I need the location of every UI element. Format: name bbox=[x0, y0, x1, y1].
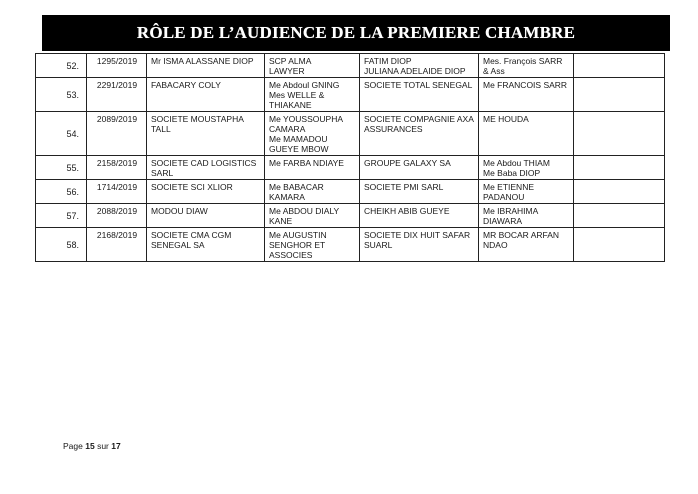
cell-opposing-counsel bbox=[479, 156, 574, 180]
cell-opposing-counsel bbox=[479, 180, 574, 204]
cell-text-line: KAMARA bbox=[269, 192, 305, 202]
table-body bbox=[36, 54, 665, 262]
cell-text-line: Me Baba DIOP bbox=[483, 168, 541, 178]
cell-party bbox=[147, 156, 265, 180]
cell-text-line: Mes. François SARR bbox=[483, 56, 563, 66]
cell-number: 54. bbox=[36, 112, 87, 156]
hearing-roll-table bbox=[35, 53, 665, 262]
cell-case-number: 1295/2019 bbox=[87, 54, 147, 78]
cell-counsel bbox=[265, 204, 360, 228]
cell-text-line: GUEYE MBOW bbox=[269, 144, 329, 154]
cell-text-line: SOCIETE COMPAGNIE AXA bbox=[364, 114, 474, 124]
cell-number: 52. bbox=[36, 54, 87, 78]
cell-text-line: Me FRANCOIS SARR bbox=[483, 80, 568, 90]
cell-extra bbox=[574, 112, 665, 156]
cell-text-line: SOCIETE MOUSTAPHA bbox=[151, 114, 244, 124]
cell-number: 53. bbox=[36, 78, 87, 112]
cell-text-line: SENGHOR ET bbox=[269, 240, 326, 250]
footer-prefix: Page bbox=[63, 441, 83, 451]
cell-extra bbox=[574, 156, 665, 180]
cell-text-line: LAWYER bbox=[269, 66, 305, 76]
cell-number: 58. bbox=[36, 228, 87, 262]
table-row bbox=[36, 78, 665, 112]
cell-number: 55. bbox=[36, 156, 87, 180]
cell-text-line: & Ass bbox=[483, 66, 505, 76]
cell-text-line: ASSURANCES bbox=[364, 124, 423, 134]
cell-opposing-party bbox=[360, 78, 479, 112]
cell-opposing-party bbox=[360, 112, 479, 156]
cell-counsel bbox=[265, 112, 360, 156]
cell-text-line: Me FARBA NDIAYE bbox=[269, 158, 344, 168]
cell-text-line: NDAO bbox=[483, 240, 508, 250]
cell-opposing-party bbox=[360, 228, 479, 262]
cell-text-line: GROUPE GALAXY SA bbox=[364, 158, 451, 168]
cell-extra bbox=[574, 204, 665, 228]
cell-counsel bbox=[265, 180, 360, 204]
cell-text-line: ME HOUDA bbox=[483, 114, 529, 124]
cell-text-line: Mr ISMA ALASSANE DIOP bbox=[151, 56, 254, 66]
cell-opposing-party bbox=[360, 54, 479, 78]
table-row bbox=[36, 156, 665, 180]
cell-text-line: MR BOCAR ARFAN bbox=[483, 230, 560, 240]
cell-text-line: SCP ALMA bbox=[269, 56, 312, 66]
cell-number: 57. bbox=[36, 204, 87, 228]
cell-extra bbox=[574, 78, 665, 112]
cell-text-line: SOCIETE PMI SARL bbox=[364, 182, 444, 192]
cell-opposing-counsel bbox=[479, 204, 574, 228]
cell-counsel bbox=[265, 228, 360, 262]
cell-opposing-counsel bbox=[479, 78, 574, 112]
cell-text-line: SOCIETE CAD LOGISTICS bbox=[151, 158, 257, 168]
cell-case-number: 1714/2019 bbox=[87, 180, 147, 204]
cell-extra bbox=[574, 180, 665, 204]
cell-text-line: PADANOU bbox=[483, 192, 525, 202]
cell-case-number: 2088/2019 bbox=[87, 204, 147, 228]
cell-counsel bbox=[265, 156, 360, 180]
cell-text-line: Me Abdoul GNING bbox=[269, 80, 340, 90]
cell-text-line: THIAKANE bbox=[269, 100, 312, 110]
title-banner bbox=[42, 15, 670, 51]
cell-text-line: Me IBRAHIMA bbox=[483, 206, 539, 216]
cell-text-line: Me BABACAR bbox=[269, 182, 324, 192]
cell-party bbox=[147, 228, 265, 262]
cell-case-number: 2158/2019 bbox=[87, 156, 147, 180]
cell-opposing-counsel bbox=[479, 228, 574, 262]
cell-case-number: 2291/2019 bbox=[87, 78, 147, 112]
cell-text-line: ASSOCIES bbox=[269, 250, 313, 260]
cell-opposing-party bbox=[360, 204, 479, 228]
cell-text-line: DIAWARA bbox=[483, 216, 523, 226]
cell-text-line: Me MAMADOU bbox=[269, 134, 328, 144]
page-footer bbox=[63, 441, 121, 451]
table-row bbox=[36, 228, 665, 262]
cell-text-line: CAMARA bbox=[269, 124, 306, 134]
cell-text-line: SOCIETE DIX HUIT SAFAR bbox=[364, 230, 471, 240]
cell-text-line: TALL bbox=[151, 124, 171, 134]
footer-current-page: 15 bbox=[85, 441, 95, 451]
footer-separator: sur bbox=[97, 441, 109, 451]
cell-text-line: Mes WELLE & bbox=[269, 90, 325, 100]
cell-text-line: CHEIKH ABIB GUEYE bbox=[364, 206, 450, 216]
table-row bbox=[36, 54, 665, 78]
table-row bbox=[36, 204, 665, 228]
cell-party bbox=[147, 204, 265, 228]
cell-counsel bbox=[265, 54, 360, 78]
cell-counsel bbox=[265, 78, 360, 112]
cell-opposing-counsel bbox=[479, 54, 574, 78]
cell-text-line: Me YOUSSOUPHA bbox=[269, 114, 344, 124]
cell-party bbox=[147, 78, 265, 112]
cell-text-line: SENEGAL SA bbox=[151, 240, 205, 250]
cell-opposing-party bbox=[360, 156, 479, 180]
cell-party bbox=[147, 112, 265, 156]
cell-text-line: SOCIETE CMA CGM bbox=[151, 230, 232, 240]
cell-opposing-party bbox=[360, 180, 479, 204]
cell-party bbox=[147, 54, 265, 78]
cell-text-line: JULIANA ADELAIDE DIOP bbox=[364, 66, 466, 76]
cell-text-line: FATIM DIOP bbox=[364, 56, 412, 66]
cell-text-line: SUARL bbox=[364, 240, 393, 250]
cell-text-line: KANE bbox=[269, 216, 293, 226]
cell-text-line: Me ETIENNE bbox=[483, 182, 535, 192]
cell-text-line: FABACARY COLY bbox=[151, 80, 221, 90]
page-title: RÔLE DE L’AUDIENCE DE LA PREMIERE CHAMBRE bbox=[136, 23, 576, 42]
cell-extra bbox=[574, 228, 665, 262]
cell-text-line: SOCIETE SCI XLIOR bbox=[151, 182, 233, 192]
cell-text-line: SOCIETE TOTAL SENEGAL bbox=[364, 80, 473, 90]
cell-opposing-counsel bbox=[479, 112, 574, 156]
footer-total-pages: 17 bbox=[111, 441, 121, 451]
table-row bbox=[36, 112, 665, 156]
cell-extra bbox=[574, 54, 665, 78]
table-row bbox=[36, 180, 665, 204]
cell-case-number: 2168/2019 bbox=[87, 228, 147, 262]
cell-text-line: Me ABDOU DIALY bbox=[269, 206, 340, 216]
cell-case-number: 2089/2019 bbox=[87, 112, 147, 156]
cell-text-line: MODOU DIAW bbox=[151, 206, 208, 216]
cell-number: 56. bbox=[36, 180, 87, 204]
cell-party bbox=[147, 180, 265, 204]
cell-text-line: Me Abdou THIAM bbox=[483, 158, 550, 168]
cell-text-line: SARL bbox=[151, 168, 174, 178]
cell-text-line: Me AUGUSTIN bbox=[269, 230, 327, 240]
